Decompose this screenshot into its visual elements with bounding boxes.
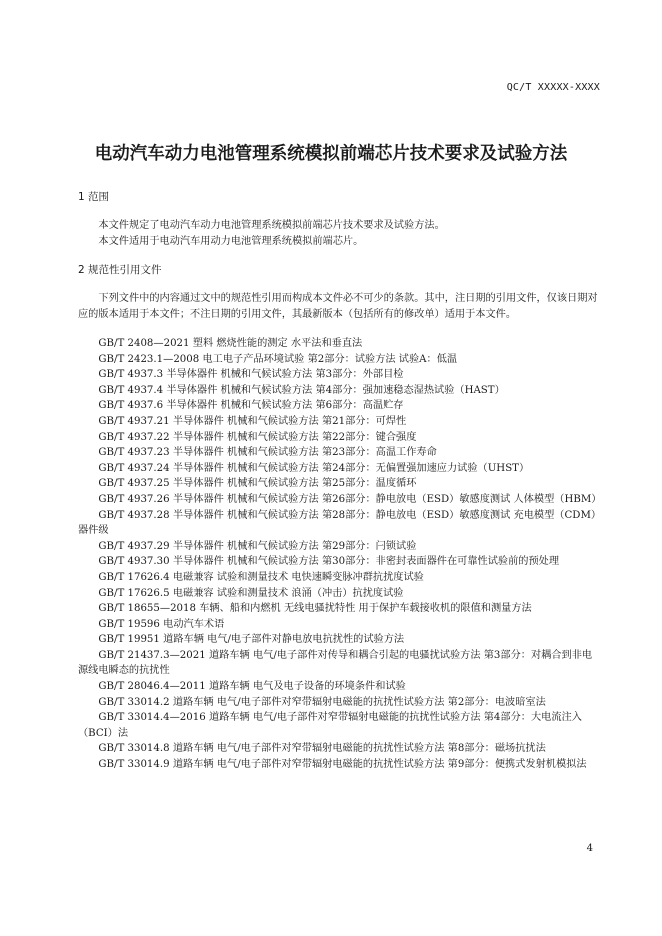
reference-item: GB/T 4937.22 半导体器件 机械和气候试验方法 第22部分：键合强度 (98, 431, 417, 443)
reference-item: GB/T 4937.25 半导体器件 机械和气候试验方法 第25部分：温度循环 (98, 478, 417, 490)
reference-item: GB/T 4937.26 半导体器件 机械和气候试验方法 第26部分：静电放电（ESD）敏感度测试 人体模型（HBM） (98, 493, 602, 505)
reference-item: GB/T 4937.4 半导体器件 机械和气候试验方法 第4部分：强加速稳态湿热试验（HAST） (98, 384, 505, 396)
reference-item: GB/T 4937.30 半导体器件 机械和气候试验方法 第30部分：非密封表面器件在可靠性试验前的预处理 (98, 556, 560, 568)
reference-item: GB/T 4937.3 半导体器件 机械和气候试验方法 第3部分：外部目检 (98, 369, 404, 381)
reference-item: GB/T 4937.29 半导体器件 机械和气候试验方法 第29部分：闩锁试验 (98, 540, 417, 552)
section-heading-scope: 1 范围 (78, 191, 110, 203)
reference-item: GB/T 4937.24 半导体器件 机械和气候试验方法 第24部分：无偏置强加速应力试验（UHST） (98, 462, 530, 474)
document-code: QC/T XXXXX-XXXX (506, 82, 600, 93)
reference-item: GB/T 4937.21 半导体器件 机械和气候试验方法 第21部分：可焊性 (98, 415, 407, 427)
reference-item: GB/T 33014.4—2016 道路车辆 电气/电子部件对窄带辐射电磁能的抗扰性试验方法 第4部分：大电流注入（BCI）法 (78, 712, 582, 739)
reference-item: GB/T 19596 电动汽车术语 (98, 618, 225, 630)
scope-paragraph: 本文件适用于电动汽车用动力电池管理系统模拟前端芯片。 (98, 235, 364, 247)
reference-item: GB/T 17626.5 电磁兼容 试验和测量技术 浪涌（冲击）抗扰度试验 (98, 587, 404, 599)
scope-paragraphs (78, 218, 598, 249)
references-intro-paragraph: 下列文件中的内容通过文中的规范性引用而构成本文件必不可少的条款。其中，注日期的引用文件，仅该日期对应的版本适用于本文件；不注日期的引用文件，其最新版本（包括所有的修改单）适用于本文件。 (78, 293, 598, 320)
section-heading-normative-references: 2 规范性引用文件 (78, 264, 162, 276)
reference-item: GB/T 33014.9 道路车辆 电气/电子部件对窄带辐射电磁能的抗扰性试验方法 第9部分：便携式发射机模拟法 (98, 759, 587, 771)
reference-item: GB/T 33014.8 道路车辆 电气/电子部件对窄带辐射电磁能的抗扰性试验方法 第8部分：磁场抗扰法 (98, 743, 546, 755)
reference-item: GB/T 4937.23 半导体器件 机械和气候试验方法 第23部分：高温工作寿命 (98, 447, 437, 459)
reference-list (78, 336, 602, 773)
scope-paragraph: 本文件规定了电动汽车动力电池管理系统模拟前端芯片技术要求及试验方法。 (98, 220, 445, 231)
page-number: 4 (586, 843, 593, 854)
reference-item: GB/T 17626.4 电磁兼容 试验和测量技术 电快速瞬变脉冲群抗扰度试验 (98, 571, 424, 583)
reference-item: GB/T 28046.4—2011 道路车辆 电气及电子设备的环境条件和试验 (98, 681, 406, 693)
reference-item: GB/T 4937.6 半导体器件 机械和气候试验方法 第6部分：高温贮存 (98, 400, 404, 412)
reference-item: GB/T 18655—2018 车辆、船和内燃机 无线电骚扰特性 用于保护车载接收机的限值和测量方法 (98, 603, 532, 615)
reference-item: GB/T 33014.2 道路车辆 电气/电子部件对窄带辐射电磁能的抗扰性试验方法 第2部分：电波暗室法 (98, 696, 546, 708)
reference-item: GB/T 19951 道路车辆 电气/电子部件对静电放电抗扰性的试验方法 (98, 634, 405, 646)
document-title: 电动汽车动力电池管理系统模拟前端芯片技术要求及试验方法 (94, 144, 568, 164)
reference-item: GB/T 2423.1—2008 电工电子产品环境试验 第2部分：试验方法 试验A：低温 (98, 353, 458, 365)
references-intro (78, 291, 598, 322)
reference-item: GB/T 21437.3—2021 道路车辆 电气/电子部件对传导和耦合引起的电骚扰试验方法 第3部分：对耦合到非电源线电瞬态的抗扰性 (78, 649, 593, 677)
reference-item: GB/T 2408—2021 塑料 燃烧性能的测定 水平法和垂直法 (98, 338, 363, 349)
reference-item: GB/T 4937.28 半导体器件 机械和气候试验方法 第28部分：静电放电（ESD）敏感度测试 充电模型（CDM）器件级 (78, 509, 596, 537)
